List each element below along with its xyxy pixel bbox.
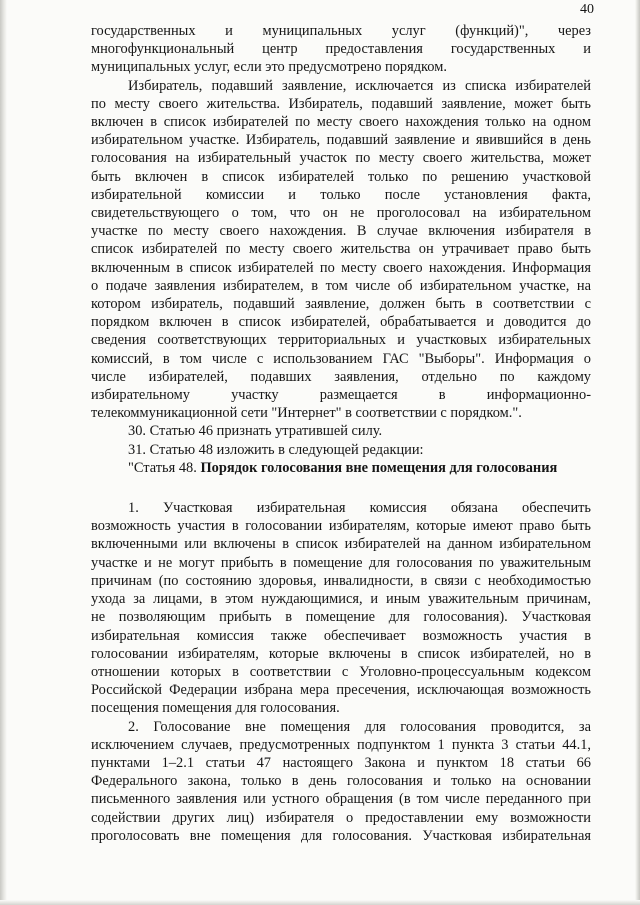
text-line: быть включен в список избирателей только по решению участковой [91,168,591,185]
text-line: избирательная комиссия также обеспечивает возможность участия в [91,627,591,644]
text-line: Российской Федерации избрана мера пресечения, исключающая возможность [91,682,591,699]
paragraph-continuation [91,22,591,77]
paragraph-gap [91,477,591,499]
text-line: комиссий, в том числе с использованием ГАС "Выборы". Информация о [91,350,591,367]
text-line: участке и не могут прибыть в помещение для голосования по уважительным [91,554,591,571]
text-line: список избирателей по месту своего жительства он утрачивает право быть [91,241,591,258]
text-line: многофункциональный центр предоставления государственных и [91,41,591,58]
article-paragraph-1 [91,499,591,717]
text-line: по месту своего жительства. Избиратель, подавший заявление, может быть [91,95,591,112]
text-line: посещения помещения для голосования. [91,700,340,717]
text-line: включен в список избирателей по месту своего нахождения только на одном [91,114,591,131]
paragraph-item-30: 30. Статью 46 признать утратившей силу. [128,423,383,440]
text-line: исключением случаев, предусмотренных подпунктом 1 пункта 3 статьи 44.1, [91,736,591,753]
page-number: 40 [580,2,594,17]
scan-edge-bottom [0,900,640,905]
text-line: не позволяющим прибыть в помещение для голосования). Участковая [91,609,591,626]
article-heading [91,459,591,477]
text-line: включенным в список избирателей по месту своего нахождения. Информация [91,259,591,276]
text-line: отношении которых в соответствии с Уголовно-процессуальным кодексом [91,663,591,680]
text-line: избирательному участку размещается в информационно- [91,387,591,404]
text-line: муниципальных услуг, если это предусмотрено порядком. [91,59,447,76]
text-line: участке по месту своего нахождения. В случае включения избирателя в [91,223,591,240]
text-line: избирательной комиссии и только после установления факта, [91,186,591,203]
article-heading-title: Порядок голосования вне помещения для голосования [200,459,558,476]
text-line: проголосовать вне помещения для голосования. Участковая избирательная [91,827,591,844]
text-line: ухода за лицами, в этом нуждающимися, и иным уважительным причинам, [91,591,591,608]
text-line: голосовании избирателям, которые включены в список избирателей, но в [91,645,591,662]
article-paragraph-2 [91,718,591,845]
paragraph-voter-exclusion [91,77,591,423]
text-line: возможность участия в голосовании избирателям, которые имеют право быть [91,518,591,535]
text-line: свидетельствующего о том, что он не проголосовал на избирательном [91,205,591,222]
text-line: причинам (по состоянию здоровья, инвалидности, в связи с необходимостью [91,572,591,589]
text-line: содействии других лиц) избирателя о предоставлении ему возможности [91,809,591,826]
text-line: пунктами 1–2.1 статьи 47 настоящего Закона и пунктом 18 статьи 66 [91,754,591,771]
text-line: 1. Участковая избирательная комиссия обязана обеспечить [128,500,591,517]
text-line: числе избирателей, подавших заявления, отдельно по каждому [91,368,591,385]
text-line: телекоммуникационной сети "Интернет" в соответствии с порядком.". [91,405,522,422]
text-line: котором избиратель, подавший заявление, должен быть в соответствии с [91,296,591,313]
text-line: 2. Голосование вне помещения для голосования проводится, за [128,718,591,735]
text-line: порядком включен в список избирателей, обрабатывается и доводится до [91,314,591,331]
text-line: письменного заявления или устного обращения (в том числе переданного при [91,791,591,808]
text-line: избирательном участке. Избиратель, подавший заявление и явившийся в день [91,132,591,149]
text-line: Избиратель, подавший заявление, исключается из списка избирателей [128,77,591,94]
text-line: о подаче заявления избирателем, в том числе об избирательном участке, на [91,277,591,294]
article-heading-prefix: "Статья 48. [128,459,197,476]
text-line: государственных и муниципальных услуг (функций)", через [91,23,591,39]
text-line: сведения соответствующих территориальных и участковых избирательных [91,332,591,349]
paragraph-item-31: 31. Статью 48 изложить в следующей редакции: [128,441,424,458]
scan-edge-left [0,0,7,905]
text-line: Федерального закона, только в день голосования и только на основании [91,773,591,790]
text-line: голосования на избирательный участок по месту своего жительства, может [91,150,591,167]
text-line: включенными или включены в список избирателей на данном избирательном [91,536,591,553]
scan-edge-right [635,0,640,905]
document-body [91,22,591,845]
